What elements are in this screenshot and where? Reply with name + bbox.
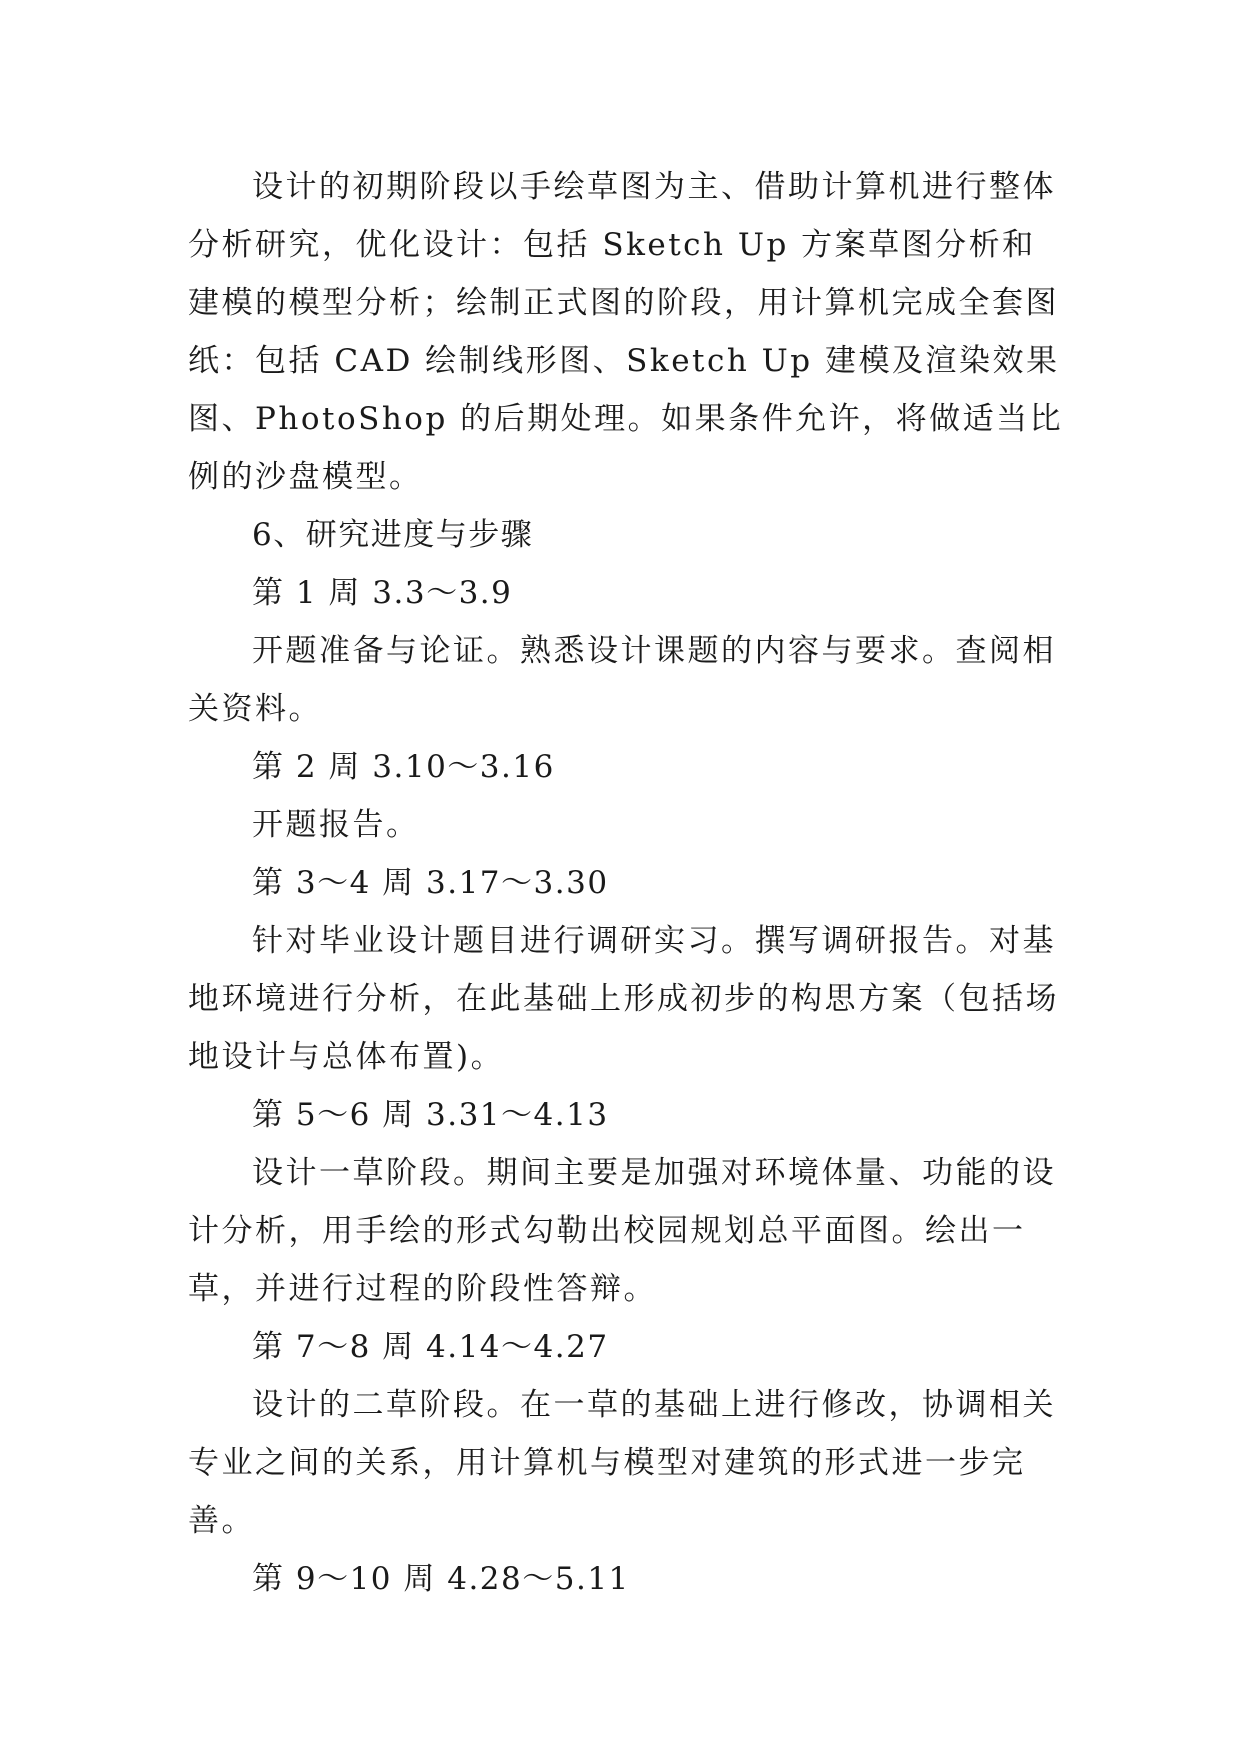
paragraph-week-7-8: 设计的二草阶段。在一草的基础上进行修改，协调相关专业之间的关系，用计算机与模型对建筑的形式进一步完善。 xyxy=(188,1387,1056,1539)
paragraph-week-2: 开题报告。 xyxy=(252,807,420,843)
paragraph-design-stages: 设计的初期阶段以手绘草图为主、借助计算机进行整体分析研究，优化设计：包括 Sketch Up 方案草图分析和建模的模型分析；绘制正式图的阶段，用计算机完成全套图纸：包括 CAD 绘制线形图、Sketch Up 建模及渲染效果图、PhotoShop 的后期处理。如果条件允许，将做适当比例的沙盘模型。 xyxy=(188,169,1064,495)
week-label-1: 第 1 周 3.3～3.9 xyxy=(252,575,513,611)
week-label-7-8: 第 7～8 周 4.14～4.27 xyxy=(252,1329,609,1365)
section-heading-progress: 6、研究进度与步骤 xyxy=(252,517,534,553)
week-label-2: 第 2 周 3.10～3.16 xyxy=(252,749,555,785)
paragraph-week-1: 开题准备与论证。熟悉设计课题的内容与要求。查阅相关资料。 xyxy=(188,633,1056,727)
paragraph-week-5-6: 设计一草阶段。期间主要是加强对环境体量、功能的设计分析，用手绘的形式勾勒出校园规划总平面图。绘出一草，并进行过程的阶段性答辩。 xyxy=(188,1155,1056,1307)
document-page xyxy=(188,158,1068,1608)
week-label-3-4: 第 3～4 周 3.17～3.30 xyxy=(252,865,609,901)
week-label-9-10: 第 9～10 周 4.28～5.11 xyxy=(252,1561,630,1597)
paragraph-week-3-4: 针对毕业设计题目进行调研实习。撰写调研报告。对基地环境进行分析，在此基础上形成初步的构思方案（包括场地设计与总体布置)。 xyxy=(188,923,1059,1075)
week-label-5-6: 第 5～6 周 3.31～4.13 xyxy=(252,1097,609,1133)
